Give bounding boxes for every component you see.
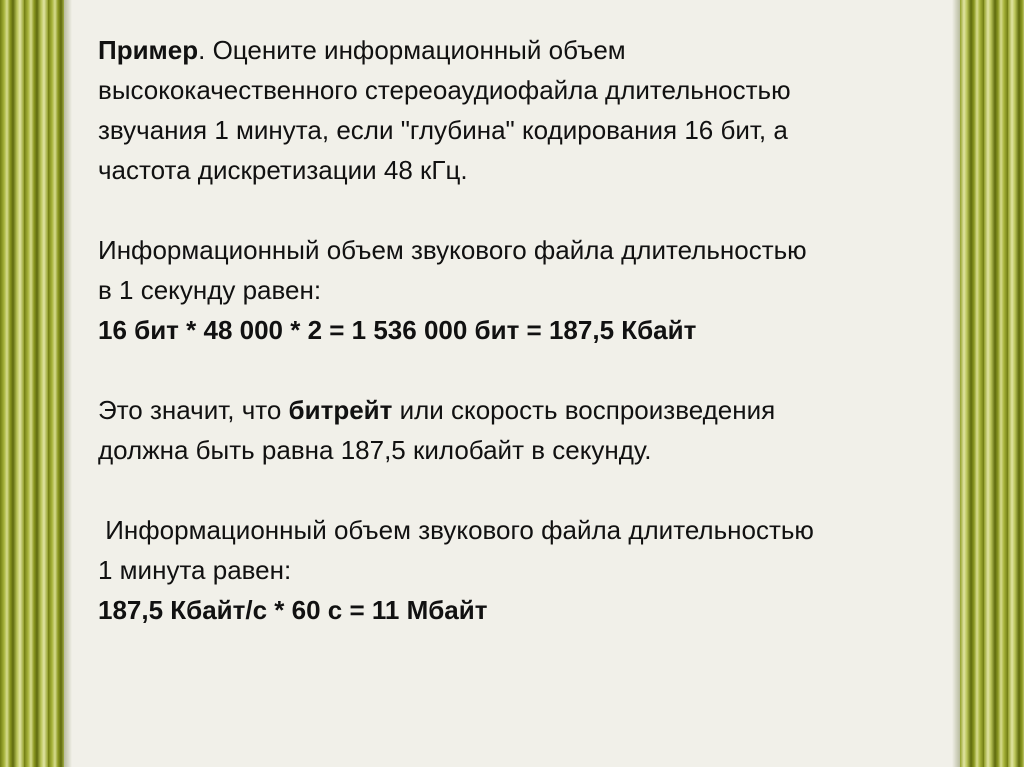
- per-minute-paragraph: [98, 510, 968, 630]
- example-paragraph: [98, 30, 968, 190]
- per-second-paragraph: [98, 230, 968, 350]
- bitrate-paragraph: [98, 390, 968, 470]
- example-text: . Оцените информационный объем: [198, 35, 626, 65]
- example-line-1: [98, 30, 968, 70]
- example-line-3: звучания 1 минута, если "глубина" кодирования 16 бит, а: [98, 115, 788, 145]
- example-line-4: частота дискретизации 48 кГц.: [98, 155, 468, 185]
- bitrate-pre: Это значит, что: [98, 395, 289, 425]
- per-second-formula-text: 16 бит * 48 000 * 2 = 1 536 000 бит = 187,5 Кбайт: [98, 315, 697, 345]
- per-second-line-1: Информационный объем звукового файла длительностью: [98, 235, 807, 265]
- bitrate-term: битрейт: [288, 395, 393, 425]
- example-line-2: высококачественного стереоаудиофайла длительностью: [98, 75, 791, 105]
- spacer: [98, 350, 968, 390]
- per-minute-line-1: Информационный объем звукового файла длительностью: [98, 515, 814, 545]
- per-minute-line-2: 1 минута равен:: [98, 555, 292, 585]
- per-minute-formula: [98, 590, 968, 630]
- per-second-formula: [98, 310, 968, 350]
- bitrate-line-1: [98, 390, 968, 430]
- slide-content: [98, 30, 968, 630]
- spacer: [98, 190, 968, 230]
- bitrate-post: или скорость воспроизведения: [392, 395, 776, 425]
- per-minute-formula-text: 187,5 Кбайт/с * 60 с = 11 Мбайт: [98, 595, 488, 625]
- right-decorative-border: [960, 0, 1024, 767]
- example-label: Пример: [98, 35, 199, 65]
- per-second-line-2: в 1 секунду равен:: [98, 275, 322, 305]
- left-decorative-border: [0, 0, 64, 767]
- bitrate-line-2: должна быть равна 187,5 килобайт в секунду.: [98, 435, 652, 465]
- left-border-shadow: [64, 0, 72, 767]
- spacer: [98, 470, 968, 510]
